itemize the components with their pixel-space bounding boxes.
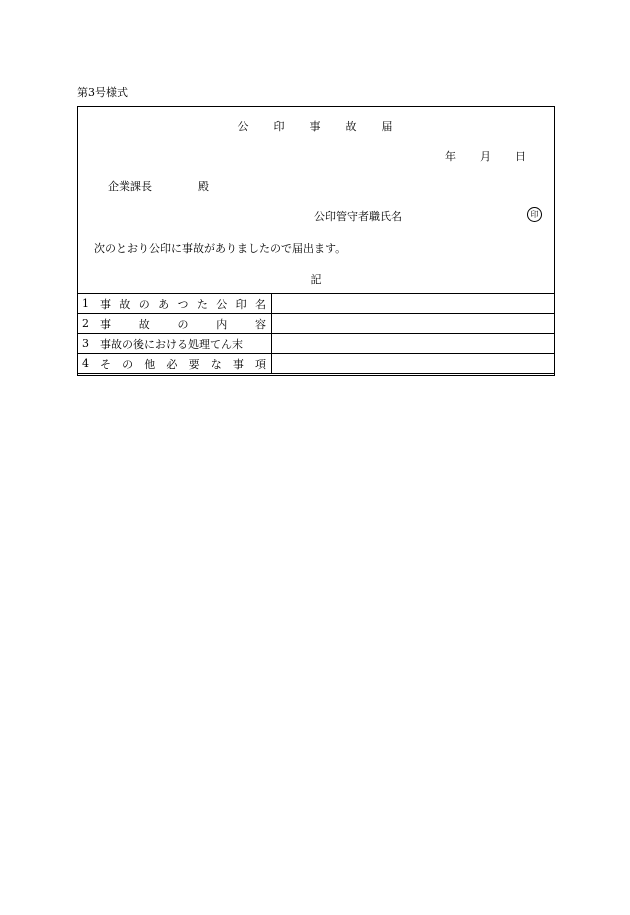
- body-text: 次のとおり公印に事故がありましたので届出ます。: [94, 242, 347, 255]
- date-day: 日: [515, 150, 526, 163]
- item-label-cell: [78, 354, 272, 374]
- item-number: 4: [82, 357, 89, 370]
- ki-heading: 記: [310, 273, 322, 286]
- item-value-cell[interactable]: [272, 294, 555, 314]
- item-label-cell: [78, 334, 272, 354]
- item-label-cell: [78, 314, 272, 334]
- form-title: [78, 118, 554, 134]
- title-char: 届: [381, 120, 395, 133]
- title-char: 事: [309, 120, 323, 133]
- addressee: [108, 178, 209, 194]
- table-row: [78, 314, 555, 334]
- item-number: 3: [82, 337, 89, 350]
- addressee-name: 企業課長: [108, 180, 152, 193]
- form-box: [77, 106, 555, 376]
- sender-label: 公印管守者職氏名: [314, 210, 402, 223]
- table-row: [78, 334, 555, 354]
- table-row: [78, 354, 555, 374]
- title-char: 故: [345, 120, 359, 133]
- item-number: 2: [82, 317, 89, 330]
- seal-mark-icon: 印: [527, 207, 542, 222]
- item-label: そ の 他 必 要 な 事 項: [100, 357, 266, 371]
- table-row: [78, 294, 555, 314]
- date-month: 月: [480, 150, 491, 163]
- item-label: 事 故 の あ つ た 公 印 名: [100, 297, 266, 311]
- date-line: [421, 148, 526, 164]
- item-label-cell: [78, 294, 272, 314]
- title-char: 公: [237, 120, 251, 133]
- title-char: 印: [273, 120, 287, 133]
- form-number: 第3号様式: [77, 86, 128, 99]
- item-value-cell[interactable]: [272, 354, 555, 374]
- date-year: 年: [445, 150, 456, 163]
- item-label: 事故の後における処理てん末: [100, 337, 243, 351]
- item-value-cell[interactable]: [272, 334, 555, 354]
- item-number: 1: [82, 297, 89, 310]
- items-table: [77, 293, 555, 374]
- item-value-cell[interactable]: [272, 314, 555, 334]
- addressee-honorific: 殿: [198, 180, 209, 193]
- item-label: 事 故 の 内 容: [100, 317, 266, 331]
